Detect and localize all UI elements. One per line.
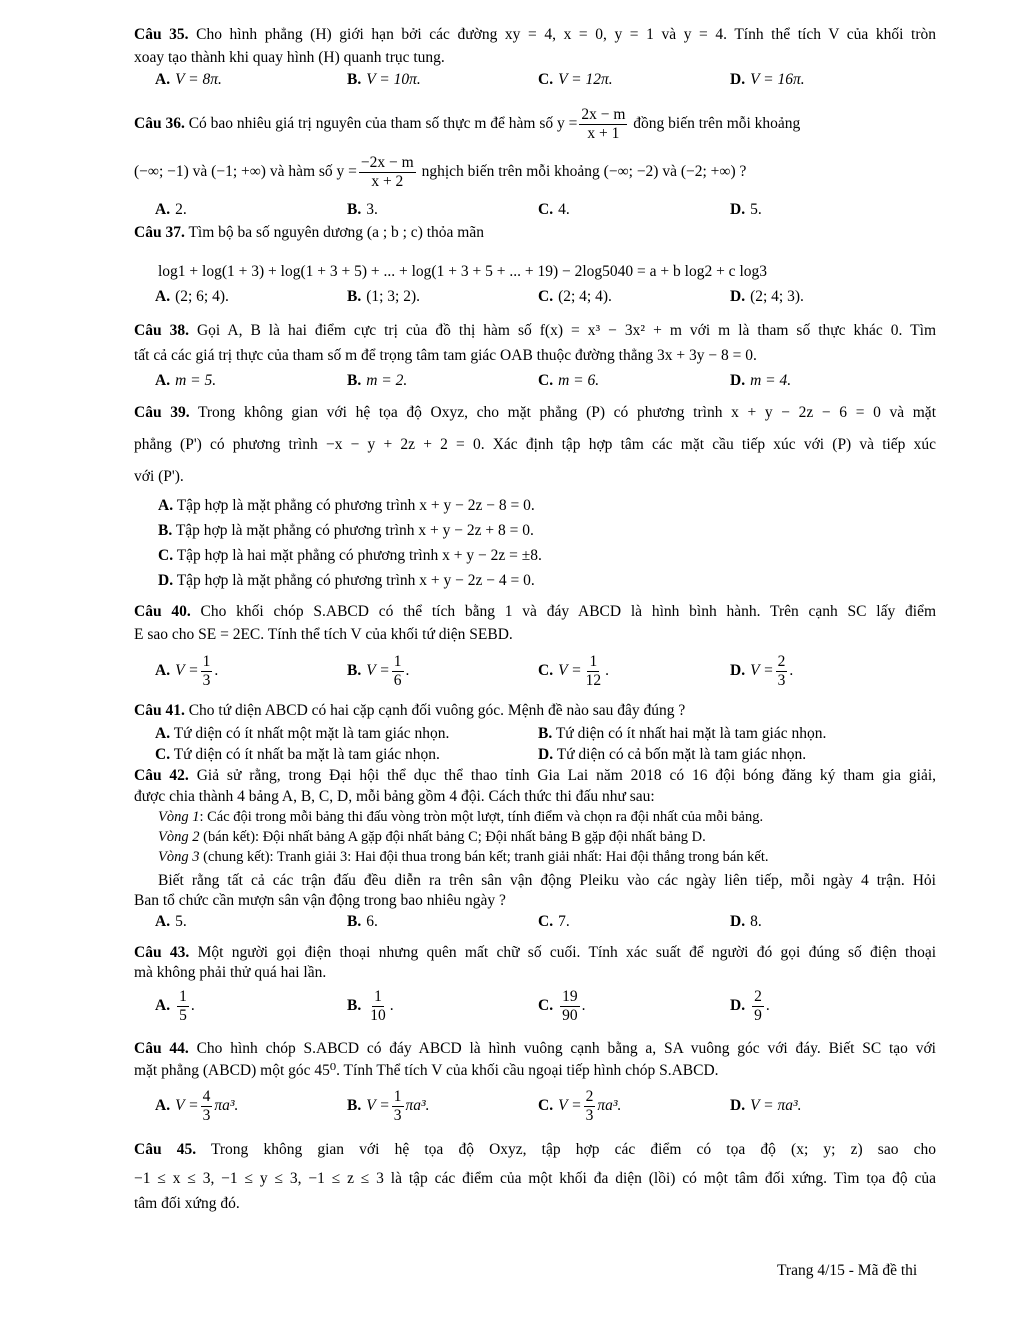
q40-option-a[interactable]: A. V = $\frac{1}{3}$ . — [155, 652, 219, 689]
q44-line2: mặt phẳng (ABCD) một góc 45⁰. Tính Thể tích V của khối cầu ngoại tiếp hình chóp S.ABCD. — [134, 1062, 719, 1079]
q35-label: Câu 35. — [134, 26, 189, 43]
q38-line2: tất cả các giá trị thực của tham số m để trọng tâm tam giác OAB thuộc đường thẳng 3x + 3y − 8 = 0. — [134, 347, 757, 364]
q36-fraction-2: $\frac{-2x - m}{x + 2}$ — [360, 153, 414, 190]
q42-option-a[interactable]: A. 5. — [155, 913, 187, 930]
q41-option-b[interactable]: B. Tứ diện có ít nhất hai mặt là tam giác nhọn. — [538, 725, 827, 742]
q40-line1: Câu 40. Cho khối chóp S.ABCD có thể tích bằng 1 và đáy ABCD là hình bình hành. Trên cạnh SC lấy điểm — [134, 603, 937, 620]
q41-option-a[interactable]: A. Tứ diện có ít nhất một mặt là tam giác nhọn. — [155, 725, 450, 742]
q44-options — [0, 1086, 1024, 1126]
q35-option-c[interactable]: C. V = 12π. — [538, 71, 613, 88]
q38-option-d[interactable]: D. m = 4. — [730, 372, 792, 389]
q38-option-a[interactable]: A. m = 5. — [155, 372, 217, 389]
q44-label: Câu 44. — [134, 1040, 189, 1057]
q42-line1: Câu 42. Giả sử rằng, trong Đại hội thể dục thể thao tỉnh Gia Lai năm 2018 có 16 đội bóng đăng ký tham gia giải, — [134, 767, 937, 784]
q37-formula: log1 + log(1 + 3) + log(1 + 3 + 5) + ... + log(1 + 3 + 5 + ... + 19) − 2log5040 = a + b log2 + c log3 — [158, 263, 767, 280]
q42-line6: Biết rằng tất cả các trận đấu đều diễn ra trên sân vận động Pleiku vào các ngày liên tiếp, mỗi ngày 4 trận. Hỏi — [158, 872, 936, 889]
q43-line2: mà không phải thử quá hai lần. — [134, 964, 327, 981]
q42-line2: được chia thành 4 bảng A, B, C, D, mỗi bảng gồm 4 đội. Cách thức thi đấu như sau: — [134, 788, 655, 805]
q40-label: Câu 40. — [134, 603, 191, 620]
q42-line7: Ban tổ chức cần mượn sân vận động trong bao nhiêu ngày ? — [134, 892, 506, 909]
q39-line2: phẳng (P') có phương trình −x − y + 2z + 2 = 0. Xác định tập hợp tâm các mặt cầu tiếp xúc với (P) và tiếp xúc — [134, 436, 936, 453]
q35-option-d[interactable]: D. V = 16π. — [730, 71, 805, 88]
q40-option-b[interactable]: B. V = $\frac{1}{6}$ . — [347, 652, 410, 689]
q42-round-1: Vòng 1: Các đội trong mỗi bảng thi đấu vòng tròn một lượt, tính điểm và chọn ra đội nhất của mỗi bảng. — [158, 809, 764, 825]
q43-option-b[interactable]: B. $\frac{1}{10}$ . — [347, 987, 394, 1024]
page-footer: Trang 4/15 - Mã đề thi — [777, 1262, 918, 1279]
q42-option-b[interactable]: B. 6. — [347, 913, 378, 930]
q40-options — [0, 651, 1024, 691]
q42-label: Câu 42. — [134, 767, 189, 784]
q41-option-c[interactable]: C. Tứ diện có ít nhất ba mặt là tam giác nhọn. — [155, 746, 440, 763]
q35-line1: Câu 35. Cho hình phẳng (H) giới hạn bởi các đường xy = 4, x = 0, y = 1 và y = 4. Tính thể tích V của khối tròn — [134, 26, 936, 43]
q37-line1: Câu 37. Tìm bộ ba số nguyên dương (a ; b ; c) thỏa mãn — [134, 224, 484, 241]
q35-option-b[interactable]: B. V = 10π. — [347, 71, 421, 88]
q43-label: Câu 43. — [134, 944, 190, 961]
q35-options — [0, 71, 1024, 93]
q45-label: Câu 45. — [134, 1141, 197, 1158]
q37-option-d[interactable]: D. (2; 4; 3). — [730, 288, 804, 305]
q36-option-d[interactable]: D. 5. — [730, 201, 762, 218]
q45-line3: tâm đối xứng đó. — [134, 1195, 240, 1212]
q39-option-a[interactable]: A. Tập hợp là mặt phẳng có phương trình x + y − 2z − 8 = 0. — [158, 497, 535, 514]
q40-line2: E sao cho SE = 2EC. Tính thể tích V của khối tứ diện SEBD. — [134, 626, 513, 643]
q37-option-c[interactable]: C. (2; 4; 4). — [538, 288, 612, 305]
q44-line1: Câu 44. Cho hình chóp S.ABCD có đáy ABCD là hình vuông cạnh bằng a, SA vuông góc với đáy. Biết SC tạo với — [134, 1040, 936, 1057]
q36-options — [0, 201, 1024, 223]
q45-line2: −1 ≤ x ≤ 3, −1 ≤ y ≤ 3, −1 ≤ z ≤ 3 là tập các điểm của một khối đa diện (lồi) có một tâm đối xứng. Tìm tọa độ của — [134, 1170, 936, 1187]
q39-line1: Câu 39. Trong không gian với hệ tọa độ Oxyz, cho mặt phẳng (P) có phương trình x + y − 2z − 6 = 0 và mặt — [134, 404, 936, 421]
q38-line1: Câu 38. Gọi A, B là hai điểm cực trị của đồ thị hàm số f(x) = x³ − 3x² + m với m là tham số thực khác 0. Tìm — [134, 322, 936, 339]
q39-option-d[interactable]: D. Tập hợp là mặt phẳng có phương trình x + y − 2z − 4 = 0. — [158, 572, 535, 589]
q41-line1: Câu 41. Cho tứ diện ABCD có hai cặp cạnh đối vuông góc. Mệnh đề nào sau đây đúng ? — [134, 702, 686, 719]
q37-options — [0, 288, 1024, 310]
q42-option-d[interactable]: D. 8. — [730, 913, 762, 930]
q39-option-c[interactable]: C. Tập hợp là hai mặt phẳng có phương trình x + y − 2z = ±8. — [158, 547, 542, 564]
q37-label: Câu 37. — [134, 224, 185, 241]
q43-option-c[interactable]: C. $\frac{19}{90}$ . — [538, 987, 586, 1024]
q42-round-3: Vòng 3 (chung kết): Tranh giải 3: Hai đội thua trong bán kết; tranh giải nhất: Hai đội thắng trong bán kết. — [158, 849, 769, 865]
q43-options — [0, 986, 1024, 1026]
q37-option-a[interactable]: A. (2; 6; 4). — [155, 288, 229, 305]
q44-option-d[interactable]: D. V = πa³. — [730, 1097, 802, 1114]
q44-option-c[interactable]: C. V = $\frac{2}{3}$ πa³. — [538, 1087, 622, 1124]
q44-option-b[interactable]: B. V = $\frac{1}{3}$ πa³. — [347, 1087, 430, 1124]
q36-label: Câu 36. — [134, 114, 185, 132]
q38-option-c[interactable]: C. m = 6. — [538, 372, 600, 389]
q39-line3: với (P'). — [134, 468, 184, 485]
q36-option-a[interactable]: A. 2. — [155, 201, 187, 218]
q40-option-d[interactable]: D. V = $\frac{2}{3}$ . — [730, 652, 794, 689]
q41-label: Câu 41. — [134, 702, 185, 719]
q35-option-a[interactable]: A. V = 8π. — [155, 71, 222, 88]
q43-option-d[interactable]: D. $\frac{2}{9}$ . — [730, 987, 770, 1024]
q38-options — [0, 372, 1024, 394]
q38-option-b[interactable]: B. m = 2. — [347, 372, 408, 389]
q44-option-a[interactable]: A. V = $\frac{4}{3}$ πa³. — [155, 1087, 239, 1124]
q42-round-2: Vòng 2 (bán kết): Đội nhất bảng A gặp đội nhất bảng C; Đội nhất bảng B gặp đội nhất bảng D. — [158, 829, 706, 845]
q39-option-b[interactable]: B. Tập hợp là mặt phẳng có phương trình x + y − 2z + 8 = 0. — [158, 522, 534, 539]
q41-option-d[interactable]: D. Tứ diện có cả bốn mặt là tam giác nhọn. — [538, 746, 807, 763]
q45-line1: Câu 45. Trong không gian với hệ tọa độ Oxyz, tập hợp các điểm có tọa độ (x; y; z) sao cho — [134, 1141, 936, 1158]
q37-option-b[interactable]: B. (1; 3; 2). — [347, 288, 421, 305]
q42-options — [0, 913, 1024, 935]
q36-option-c[interactable]: C. 4. — [538, 201, 570, 218]
q36-line1: Câu 36. Có bao nhiêu giá trị nguyên của tham số thực m để hàm số y = $\frac{2x - m}{x + 1}$ đồng biến trên mỗi khoảng — [134, 105, 801, 142]
q35-line2: xoay tạo thành khi quay hình (H) quanh trục tung. — [134, 49, 445, 66]
q36-option-b[interactable]: B. 3. — [347, 201, 378, 218]
q38-label: Câu 38. — [134, 322, 189, 339]
q36-fraction-1: $\frac{2x - m}{x + 1}$ — [581, 105, 626, 142]
q42-option-c[interactable]: C. 7. — [538, 913, 570, 930]
q39-label: Câu 39. — [134, 404, 190, 421]
q43-option-a[interactable]: A. $\frac{1}{5}$ . — [155, 987, 195, 1024]
q36-line2: (−∞; −1) và (−1; +∞) và hàm số y = $\frac{-2x - m}{x + 2}$ nghịch biến trên mỗi khoảng (−∞; −2) và (−2; +∞) ? — [134, 153, 747, 190]
q43-line1: Câu 43. Một người gọi điện thoại nhưng quên mất chữ số cuối. Tính xác suất để người đó gọi đúng số điện thoại — [134, 944, 936, 961]
q40-option-c[interactable]: C. V = $\frac{1}{12}$ . — [538, 652, 609, 689]
